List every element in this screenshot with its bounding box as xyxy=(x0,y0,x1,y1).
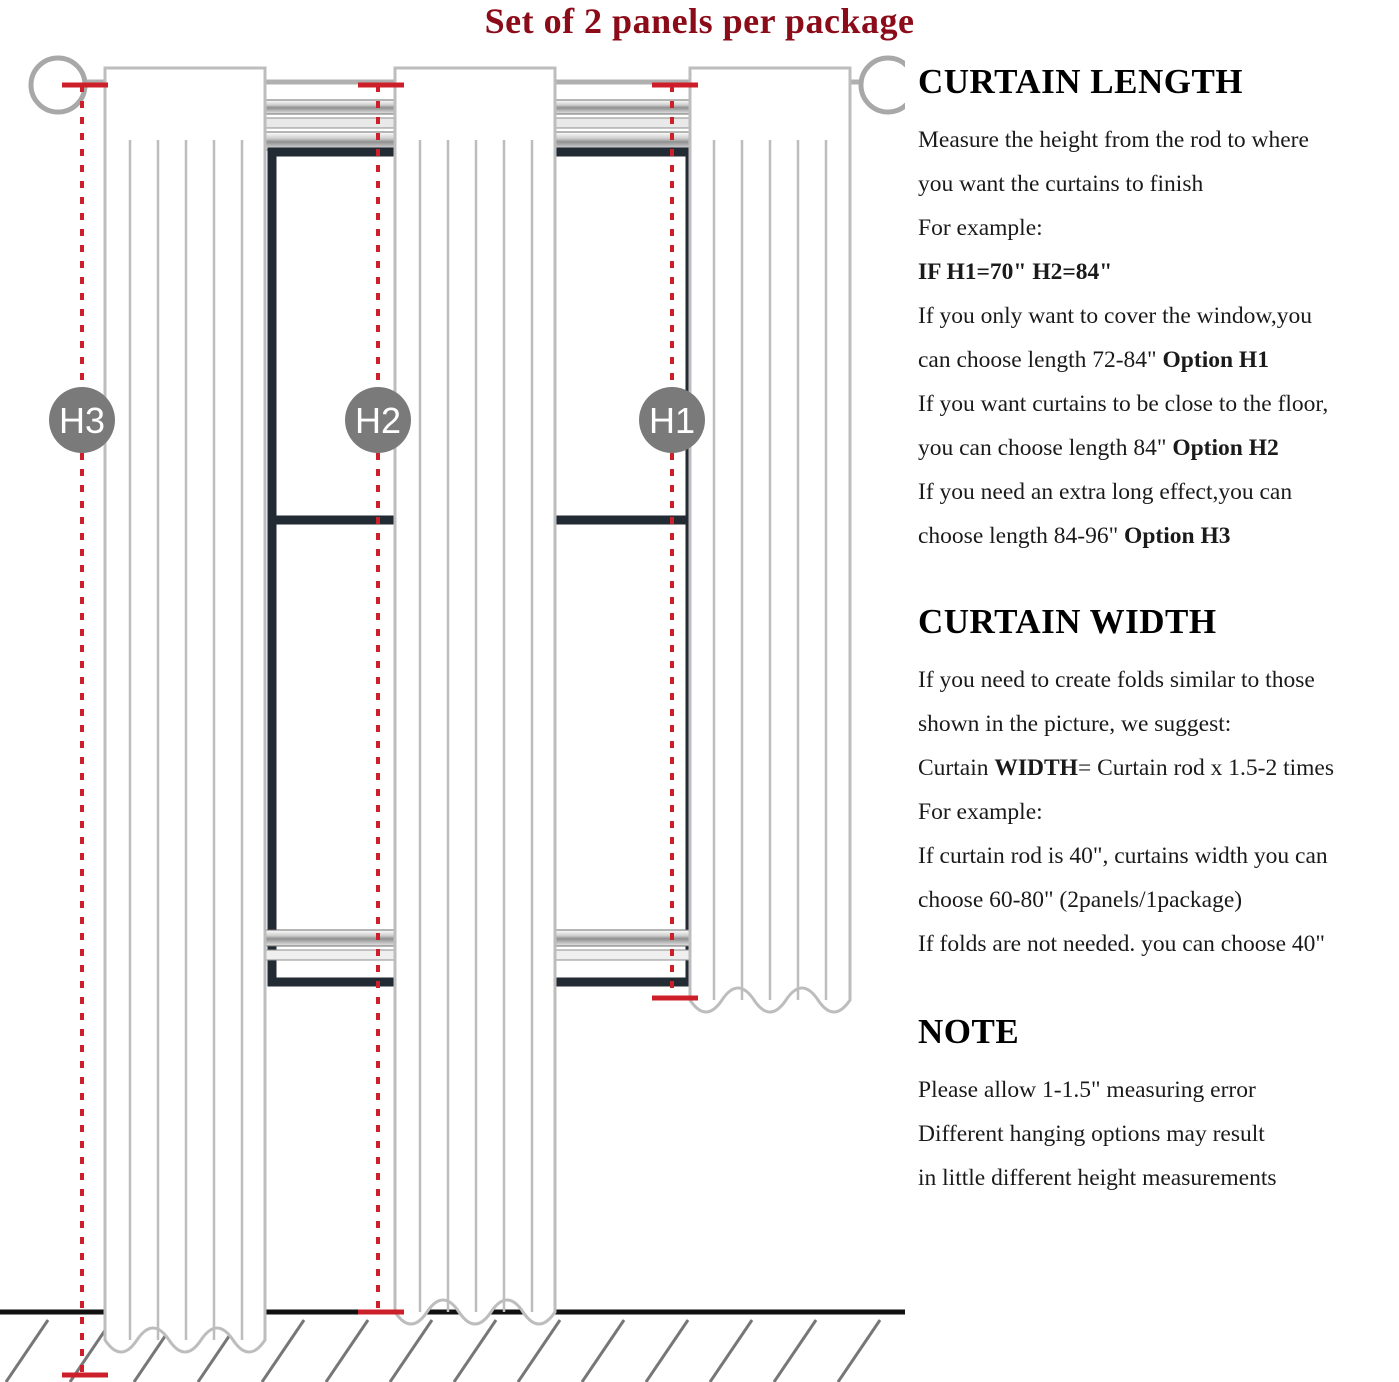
text-line xyxy=(918,1156,1396,1200)
h1-marker xyxy=(639,387,705,453)
text-line xyxy=(918,206,1396,250)
body-text: If you need an extra long effect,you can xyxy=(918,479,1293,505)
text-line xyxy=(918,790,1396,834)
body-text: If you only want to cover the window,you xyxy=(918,303,1312,329)
curtain-measurement-diagram xyxy=(0,40,905,1382)
body-text: shown in the picture, we suggest: xyxy=(918,711,1232,737)
emphasis-text: Option H1 xyxy=(1162,347,1269,373)
body-text: Different hanging options may result xyxy=(918,1121,1265,1147)
body-text: Please allow 1-1.5" measuring error xyxy=(918,1077,1256,1103)
text-line xyxy=(918,250,1396,294)
text-line xyxy=(918,382,1396,426)
text-line xyxy=(918,834,1396,878)
guide-text-column xyxy=(918,62,1396,1200)
emphasis-text: Option H3 xyxy=(1124,523,1231,549)
note-body xyxy=(918,1068,1396,1200)
body-text: choose 60-80" (2panels/1package) xyxy=(918,887,1243,913)
body-text: For example: xyxy=(918,799,1043,825)
body-text: Curtain xyxy=(918,755,995,781)
text-line xyxy=(918,658,1396,702)
h2-marker-label: H2 xyxy=(354,400,402,441)
text-line xyxy=(918,514,1396,558)
text-line xyxy=(918,702,1396,746)
curtain-width-heading: CURTAIN WIDTH xyxy=(918,602,1217,641)
body-text: If you want curtains to be close to the floor, xyxy=(918,391,1329,417)
text-line xyxy=(918,922,1396,966)
curtain-width-body xyxy=(918,658,1396,966)
body-text: = Curtain rod x 1.5-2 times xyxy=(1077,755,1335,781)
curtain-length-body xyxy=(918,118,1396,558)
text-line xyxy=(918,746,1396,790)
text-line xyxy=(918,1068,1396,1112)
page-title: Set of 2 panels per package xyxy=(484,1,915,41)
body-text: in little different height measurements xyxy=(918,1165,1277,1191)
body-text: For example: xyxy=(918,215,1043,241)
body-text: you can choose length 84" xyxy=(918,435,1173,461)
emphasis-text: Option H2 xyxy=(1172,435,1279,461)
h2-marker xyxy=(345,387,411,453)
h3-marker-label: H3 xyxy=(58,400,106,441)
body-text: If curtain rod is 40", curtains width you can xyxy=(918,843,1328,869)
text-line xyxy=(918,338,1396,382)
emphasis-text: WIDTH xyxy=(994,755,1078,781)
text-line xyxy=(918,1112,1396,1156)
note-heading: NOTE xyxy=(918,1012,1020,1051)
text-line xyxy=(918,294,1396,338)
measure-h3 xyxy=(62,85,108,1375)
text-line xyxy=(918,470,1396,514)
body-text: choose length 84-96" xyxy=(918,523,1125,549)
body-text: you want the curtains to finish xyxy=(918,171,1204,197)
text-line xyxy=(918,118,1396,162)
text-line xyxy=(918,878,1396,922)
body-text: If folds are not needed. you can choose 40" xyxy=(918,931,1325,957)
h3-marker xyxy=(49,387,115,453)
emphasis-text: IF H1=70" H2=84" xyxy=(918,259,1113,285)
body-text: Measure the height from the rod to where xyxy=(918,127,1309,153)
h1-marker-label: H1 xyxy=(648,400,696,441)
body-text: can choose length 72-84" xyxy=(918,347,1163,373)
text-line xyxy=(918,426,1396,470)
body-text: If you need to create folds similar to those xyxy=(918,667,1315,693)
text-line xyxy=(918,162,1396,206)
curtain-length-heading: CURTAIN LENGTH xyxy=(918,62,1244,101)
